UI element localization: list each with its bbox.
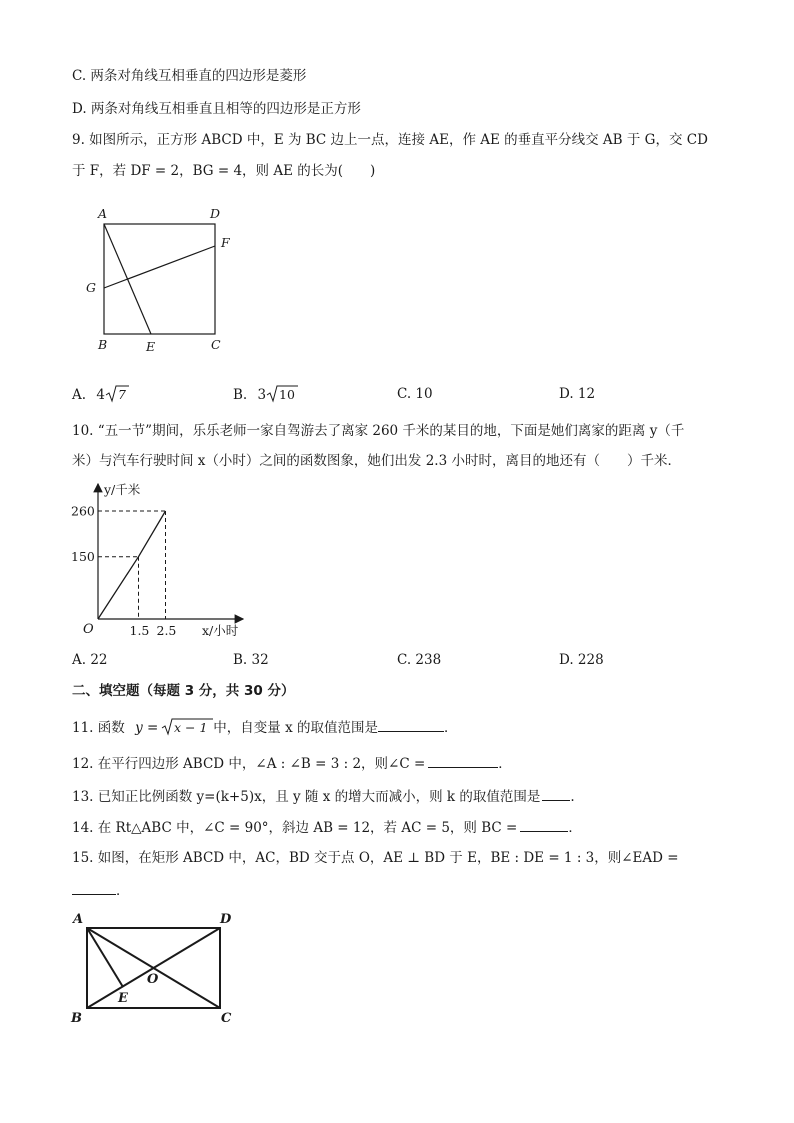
answer-blank[interactable] xyxy=(378,717,444,732)
q10-option-d: D. 228 xyxy=(559,652,604,668)
label-o: O xyxy=(147,972,159,987)
label-a: A xyxy=(73,912,84,927)
q8-option-d: D. 两条对角线互相垂直且相等的四边形是正方形 xyxy=(72,101,361,117)
square-abcd xyxy=(104,224,215,334)
label-g: G xyxy=(86,280,96,295)
q9-stem-line2: 于 F，若 DF = 2，BG = 4，则 AE 的长为( ) xyxy=(72,163,376,179)
q8-option-c: C. 两条对角线互相垂直的四边形是菱形 xyxy=(72,68,307,84)
q15-stem: 15. 如图，在矩形 ABCD 中，AC，BD 交于点 O，AE ⊥ BD 于 E，BE : DE = 1 : 3，则∠EAD = xyxy=(72,850,679,866)
label-b: B xyxy=(71,1011,82,1026)
label-d: D xyxy=(220,912,232,927)
x-tick-label: 2.5 xyxy=(156,623,177,638)
segment-gf xyxy=(104,246,215,288)
svg-text:x − 1: x − 1 xyxy=(174,720,208,735)
q9-option-d: D. 12 xyxy=(559,386,596,402)
answer-blank[interactable] xyxy=(428,753,498,768)
label-e: E xyxy=(146,339,156,354)
q11: 11. 函数 y = x − 1 中，自变量 x 的取值范围是 ． xyxy=(72,717,458,737)
q9-option-b: B. 3 10 xyxy=(233,385,298,404)
label-b: B xyxy=(98,337,108,352)
svg-text:7: 7 xyxy=(117,387,126,402)
series-line xyxy=(98,511,166,619)
q13: 13. 已知正比例函数 y=(k+5)x，且 y 随 x 的增大而减小，则 k 的取值范围是 . xyxy=(72,786,575,806)
q15-blank-line: ． xyxy=(72,880,130,900)
sqrt-sign-icon xyxy=(161,718,213,736)
label-a: A xyxy=(98,206,108,221)
origin-label: O xyxy=(83,622,94,637)
svg-text:10: 10 xyxy=(279,387,296,402)
x-tick-label: 1.5 xyxy=(129,623,150,638)
sqrt-sign-icon xyxy=(105,385,129,403)
label-f: F xyxy=(221,235,230,250)
q10-line-chart xyxy=(68,478,258,648)
q10-option-c: C. 238 xyxy=(397,652,442,668)
q10-option-b: B. 32 xyxy=(233,652,269,668)
y-axis-label: y/千米 xyxy=(104,482,141,497)
q15-rectangle-figure xyxy=(66,906,246,1030)
q10-stem-line2: 米）与汽车行驶时间 x（小时）之间的函数图象，她们出发 2.3 小时时，离目的地还有（ ）千米． xyxy=(72,453,681,469)
label-c: C xyxy=(221,1011,232,1026)
q9-square-figure xyxy=(78,202,248,360)
y-tick-label: 260 xyxy=(71,503,95,519)
q9-stem-line1: 9. 如图所示，正方形 ABCD 中，E 为 BC 边上一点，连接 AE，作 AE 的垂直平分线交 AB 于 G，交 CD xyxy=(72,132,708,148)
answer-blank[interactable] xyxy=(542,786,570,801)
x-axis-label: x/小时 xyxy=(202,623,239,638)
q14: 14. 在 Rt△ABC 中，∠C = 90°，斜边 AB = 12，若 AC = 5，则 BC = ． xyxy=(72,817,582,837)
answer-blank[interactable] xyxy=(72,880,116,895)
q10-stem-line1: 10. “五一节”期间，乐乐老师一家自驾游去了离家 260 千米的某目的地，下面是她们离家的距离 y（千 xyxy=(72,423,685,439)
sqrt-sign-icon xyxy=(266,385,298,403)
q9-option-a: A. 4 7 xyxy=(72,385,129,404)
label-c: C xyxy=(211,337,221,352)
q10-option-a: A. 22 xyxy=(72,652,108,668)
q9-option-c: C. 10 xyxy=(397,386,433,402)
y-tick-label: 150 xyxy=(71,549,95,565)
q12: 12. 在平行四边形 ABCD 中，∠A : ∠B = 3 : 2，则∠C = ． xyxy=(72,753,512,773)
section-title: 二、填空题（每题 3 分，共 30 分） xyxy=(72,683,295,699)
label-e: E xyxy=(118,991,128,1006)
segment-ae xyxy=(87,928,123,987)
label-d: D xyxy=(210,206,221,221)
answer-blank[interactable] xyxy=(520,817,568,832)
